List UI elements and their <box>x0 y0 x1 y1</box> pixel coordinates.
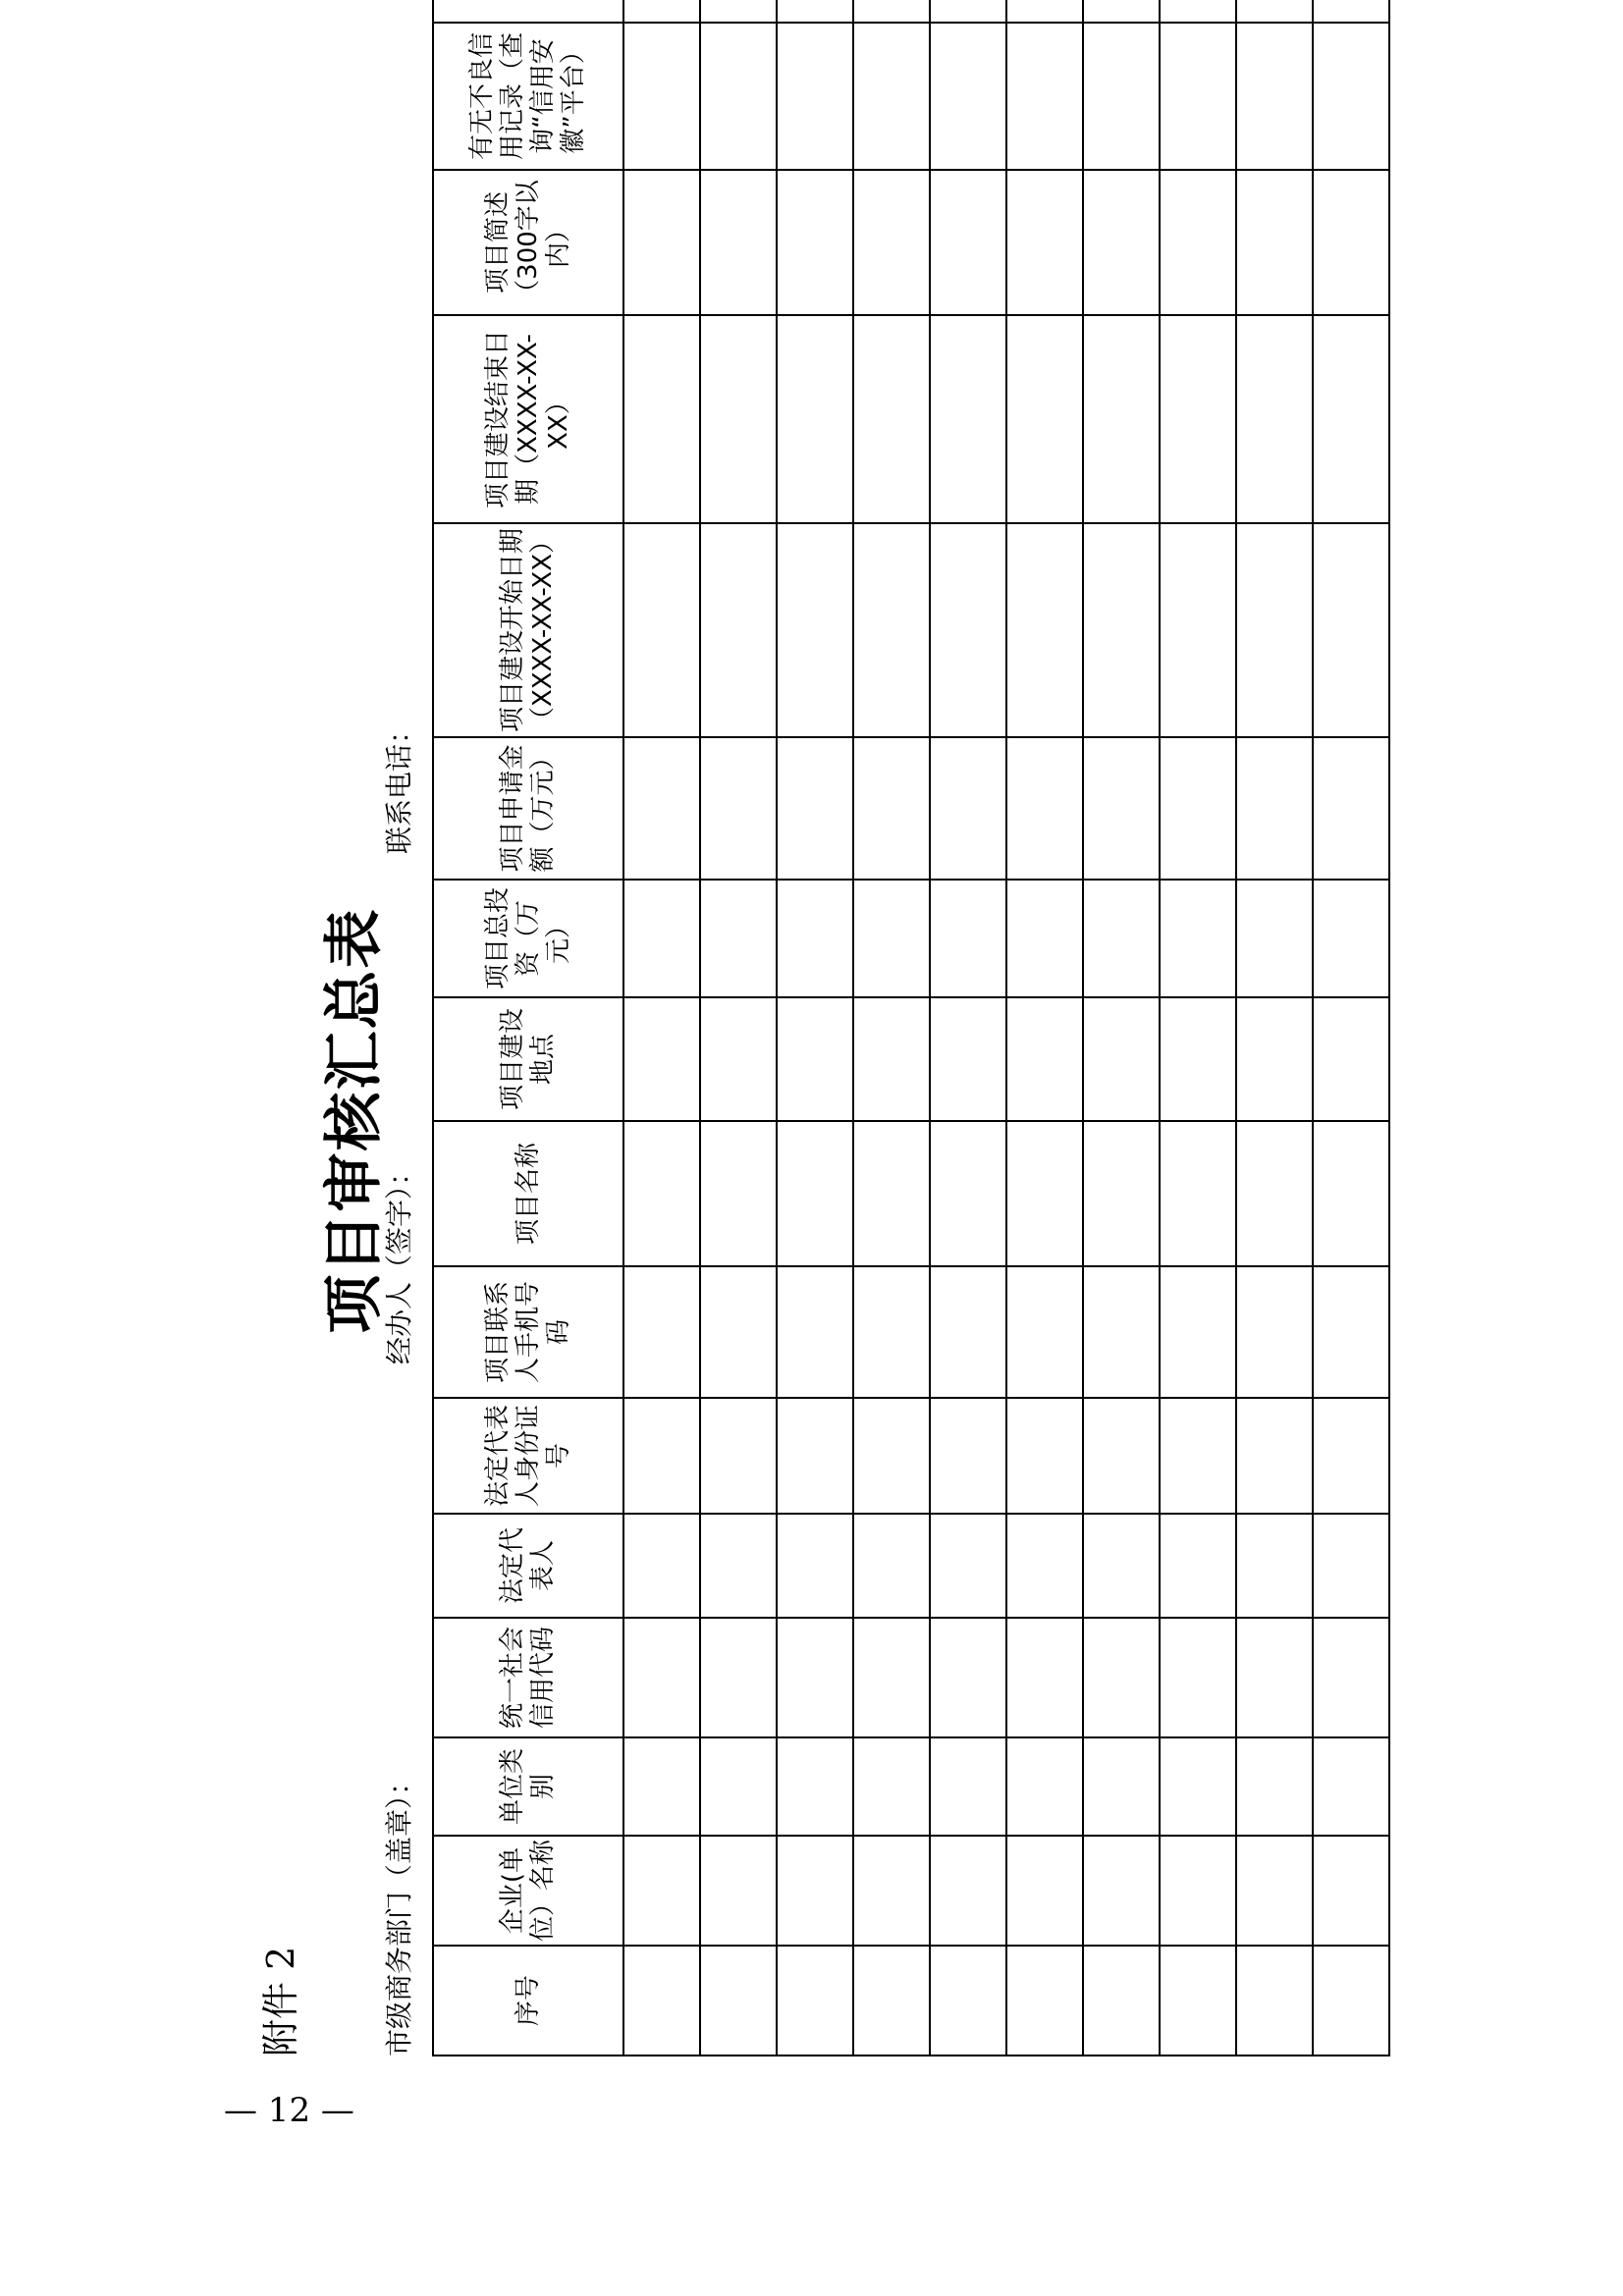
table-cell[interactable] <box>1083 1514 1160 1618</box>
table-row <box>930 0 1006 2056</box>
table-cell[interactable] <box>777 23 853 170</box>
table-cell[interactable] <box>930 0 1006 23</box>
table-cell[interactable] <box>623 1514 700 1618</box>
col-header-company-name: 企业(单位）名称 <box>433 1836 623 1946</box>
table-cell[interactable] <box>700 1398 777 1514</box>
table-cell[interactable] <box>777 1618 853 1737</box>
table-cell[interactable] <box>623 0 700 23</box>
col-header-credit-code: 统一社会信用代码 <box>433 1618 623 1737</box>
table-cell[interactable] <box>623 880 700 997</box>
table-cell[interactable] <box>1236 1946 1313 2056</box>
table-cell[interactable] <box>930 315 1006 523</box>
table-cell[interactable] <box>1313 737 1389 880</box>
table-cell[interactable] <box>623 1398 700 1514</box>
table-cell[interactable] <box>777 1946 853 2056</box>
table-cell[interactable] <box>1236 315 1313 523</box>
table-cell[interactable] <box>1236 1398 1313 1514</box>
table-cell[interactable] <box>1006 1618 1083 1737</box>
table-cell[interactable] <box>623 1121 700 1266</box>
dept-label: 市级商务部门（盖章）： <box>383 1767 415 2056</box>
table-cell[interactable] <box>1006 737 1083 880</box>
table-row <box>623 0 700 2056</box>
col-header-legal-rep: 法定代表人 <box>433 1514 623 1618</box>
table-cell[interactable] <box>1236 1121 1313 1266</box>
table-cell[interactable] <box>1083 23 1160 170</box>
table-header-row <box>433 0 623 2056</box>
table-cell[interactable] <box>1160 170 1236 315</box>
table-cell[interactable] <box>1313 170 1389 315</box>
table-cell[interactable] <box>700 1836 777 1946</box>
table-cell[interactable] <box>700 0 777 23</box>
rotated-page-content <box>250 32 1330 2056</box>
table-cell[interactable] <box>853 1946 930 2056</box>
table-cell[interactable] <box>1006 523 1083 737</box>
table-cell[interactable] <box>853 1121 930 1266</box>
table-cell[interactable] <box>1160 1266 1236 1398</box>
table-cell[interactable] <box>1083 997 1160 1121</box>
table-cell[interactable] <box>1006 1946 1083 2056</box>
table-cell[interactable] <box>1313 1737 1389 1836</box>
table-cell[interactable] <box>777 880 853 997</box>
table-cell[interactable] <box>700 880 777 997</box>
table-cell[interactable] <box>853 315 930 523</box>
table-cell[interactable] <box>853 1514 930 1618</box>
table-cell[interactable] <box>777 1398 853 1514</box>
table-cell[interactable] <box>700 315 777 523</box>
table-cell[interactable] <box>853 1836 930 1946</box>
col-header-description: 项目简述（300字以内） <box>433 170 623 315</box>
table-cell[interactable] <box>1083 315 1160 523</box>
table-cell[interactable] <box>1236 1266 1313 1398</box>
table-cell[interactable] <box>1236 23 1313 170</box>
table-cell[interactable] <box>1236 0 1313 23</box>
table-cell[interactable] <box>1313 997 1389 1121</box>
col-header-project-name: 项目名称 <box>433 1121 623 1266</box>
table-cell[interactable] <box>1083 170 1160 315</box>
table-cell[interactable] <box>1083 1946 1160 2056</box>
table-cell[interactable] <box>853 170 930 315</box>
page-number: — 12 — <box>224 2091 354 2130</box>
table-cell[interactable] <box>930 880 1006 997</box>
col-header-remarks <box>433 0 623 23</box>
table-cell[interactable] <box>853 997 930 1121</box>
table-cell[interactable] <box>1006 1737 1083 1836</box>
col-header-unit-category: 单位类别 <box>433 1737 623 1836</box>
table-cell[interactable] <box>623 737 700 880</box>
table-cell[interactable] <box>777 1737 853 1836</box>
table-cell[interactable] <box>1160 1618 1236 1737</box>
form-meta-line <box>378 185 417 2056</box>
table-cell[interactable] <box>1083 1737 1160 1836</box>
table-cell[interactable] <box>700 1514 777 1618</box>
col-header-total-investment: 项目总投资（万元） <box>433 880 623 997</box>
table-row <box>1160 0 1236 2056</box>
table-cell[interactable] <box>1006 1398 1083 1514</box>
col-header-credit-record: 有无不良信用记录（查询“信用安徽”平台） <box>433 23 623 170</box>
table-cell[interactable] <box>623 170 700 315</box>
table-cell[interactable] <box>1006 1514 1083 1618</box>
project-review-table <box>432 0 1390 2056</box>
table-cell[interactable] <box>1083 1121 1160 1266</box>
table-cell[interactable] <box>1313 0 1389 23</box>
table-cell[interactable] <box>1160 1946 1236 2056</box>
table-cell[interactable] <box>777 1266 853 1398</box>
table-cell[interactable] <box>1160 1514 1236 1618</box>
table-cell[interactable] <box>777 0 853 23</box>
table-cell[interactable] <box>853 0 930 23</box>
col-header-contact-phone: 项目联系人手机号码 <box>433 1266 623 1398</box>
table-row <box>777 0 853 2056</box>
table-cell[interactable] <box>623 1946 700 2056</box>
table-cell[interactable] <box>1083 0 1160 23</box>
table-cell[interactable] <box>1006 0 1083 23</box>
table-cell[interactable] <box>1236 1737 1313 1836</box>
table-cell[interactable] <box>777 1836 853 1946</box>
table-cell[interactable] <box>853 523 930 737</box>
table-row <box>700 0 777 2056</box>
table-cell[interactable] <box>700 1946 777 2056</box>
table-cell[interactable] <box>777 523 853 737</box>
table-cell[interactable] <box>623 1618 700 1737</box>
table-cell[interactable] <box>1160 1398 1236 1514</box>
table-cell[interactable] <box>777 737 853 880</box>
table-cell[interactable] <box>1006 1266 1083 1398</box>
table-cell[interactable] <box>1006 170 1083 315</box>
table-cell[interactable] <box>700 23 777 170</box>
table-cell[interactable] <box>930 170 1006 315</box>
table-cell[interactable] <box>1160 737 1236 880</box>
table-cell[interactable] <box>1083 523 1160 737</box>
col-header-requested-amount: 项目申请金额（万元） <box>433 737 623 880</box>
table-cell[interactable] <box>930 1398 1006 1514</box>
table-cell[interactable] <box>853 737 930 880</box>
col-header-serial: 序号 <box>433 1946 623 2056</box>
table-cell[interactable] <box>623 523 700 737</box>
table-row <box>1313 0 1389 2056</box>
table-cell[interactable] <box>1313 880 1389 997</box>
table-cell[interactable] <box>1313 1618 1389 1737</box>
col-header-legal-rep-id: 法定代表人身份证号 <box>433 1398 623 1514</box>
table-cell[interactable] <box>623 23 700 170</box>
table-cell[interactable] <box>1083 1836 1160 1946</box>
table-cell[interactable] <box>623 1737 700 1836</box>
table-cell[interactable] <box>1313 1266 1389 1398</box>
table-cell[interactable] <box>853 880 930 997</box>
table-cell[interactable] <box>1083 737 1160 880</box>
table-cell[interactable] <box>623 315 700 523</box>
table-cell[interactable] <box>777 170 853 315</box>
table-cell[interactable] <box>1236 170 1313 315</box>
col-header-end-date: 项目建设结束日期（XXXX-XX-XX） <box>433 315 623 523</box>
table-cell[interactable] <box>1083 1266 1160 1398</box>
table-cell[interactable] <box>853 1398 930 1514</box>
table-cell[interactable] <box>1313 1121 1389 1266</box>
table-cell[interactable] <box>1313 1398 1389 1514</box>
table-cell[interactable] <box>1006 997 1083 1121</box>
table-cell[interactable] <box>930 1946 1006 2056</box>
table-cell[interactable] <box>1313 315 1389 523</box>
table-cell[interactable] <box>700 1618 777 1737</box>
table-cell[interactable] <box>1313 23 1389 170</box>
attachment-label: 附件 2 <box>259 1946 302 2056</box>
table-cell[interactable] <box>1083 880 1160 997</box>
table-cell[interactable] <box>853 1737 930 1836</box>
table-cell[interactable] <box>777 1514 853 1618</box>
table-cell[interactable] <box>1160 23 1236 170</box>
table-row <box>1006 0 1083 2056</box>
table-cell[interactable] <box>1313 1946 1389 2056</box>
table-cell[interactable] <box>1313 1836 1389 1946</box>
table-cell[interactable] <box>1236 1618 1313 1737</box>
table-cell[interactable] <box>1160 880 1236 997</box>
table-cell[interactable] <box>1083 1618 1160 1737</box>
table-cell[interactable] <box>1236 1514 1313 1618</box>
table-cell[interactable] <box>777 997 853 1121</box>
table-cell[interactable] <box>853 23 930 170</box>
table-cell[interactable] <box>1160 0 1236 23</box>
table-cell[interactable] <box>853 1266 930 1398</box>
table-cell[interactable] <box>930 1737 1006 1836</box>
table-cell[interactable] <box>1006 1836 1083 1946</box>
handler-label: 经办人（签字）： <box>383 1157 415 1364</box>
table-cell[interactable] <box>700 523 777 737</box>
table-cell[interactable] <box>1160 1836 1236 1946</box>
table-cell[interactable] <box>777 315 853 523</box>
table-cell[interactable] <box>700 170 777 315</box>
table-cell[interactable] <box>1006 1121 1083 1266</box>
table-cell[interactable] <box>930 1514 1006 1618</box>
table-cell[interactable] <box>1313 1514 1389 1618</box>
table-cell[interactable] <box>930 23 1006 170</box>
table-cell[interactable] <box>1083 1398 1160 1514</box>
table-cell[interactable] <box>1160 315 1236 523</box>
table-cell[interactable] <box>1313 523 1389 737</box>
table-cell[interactable] <box>1160 523 1236 737</box>
table-cell[interactable] <box>1160 997 1236 1121</box>
phone-label: 联系电话： <box>383 716 415 854</box>
table-row <box>853 0 930 2056</box>
table-cell[interactable] <box>930 1121 1006 1266</box>
table-cell[interactable] <box>700 737 777 880</box>
table-cell[interactable] <box>1236 997 1313 1121</box>
page-title: 项目审核汇总表 <box>320 907 389 1334</box>
table-cell[interactable] <box>1006 880 1083 997</box>
table-cell[interactable] <box>930 1618 1006 1737</box>
table-cell[interactable] <box>623 997 700 1121</box>
table-cell[interactable] <box>930 523 1006 737</box>
table-cell[interactable] <box>853 1618 930 1737</box>
table-body <box>623 0 1389 2056</box>
table-cell[interactable] <box>1236 880 1313 997</box>
col-header-start-date: 项目建设开始日期（XXXX-XX-XX） <box>433 523 623 737</box>
table-cell[interactable] <box>1236 523 1313 737</box>
table-cell[interactable] <box>930 1836 1006 1946</box>
table-row <box>1236 0 1313 2056</box>
table-cell[interactable] <box>1006 23 1083 170</box>
table-cell[interactable] <box>1160 1737 1236 1836</box>
table-cell[interactable] <box>930 1266 1006 1398</box>
col-header-location: 项目建设地点 <box>433 997 623 1121</box>
table-cell[interactable] <box>1236 1836 1313 1946</box>
table-cell[interactable] <box>623 1836 700 1946</box>
table-row <box>1083 0 1160 2056</box>
table-cell[interactable] <box>700 1266 777 1398</box>
table-cell[interactable] <box>1236 737 1313 880</box>
table-cell[interactable] <box>1160 1121 1236 1266</box>
table-cell[interactable] <box>1006 315 1083 523</box>
table-cell[interactable] <box>700 997 777 1121</box>
table-cell[interactable] <box>930 737 1006 880</box>
table-cell[interactable] <box>777 1121 853 1266</box>
table-cell[interactable] <box>623 1266 700 1398</box>
table-cell[interactable] <box>700 1121 777 1266</box>
table-cell[interactable] <box>700 1737 777 1836</box>
table-cell[interactable] <box>930 997 1006 1121</box>
